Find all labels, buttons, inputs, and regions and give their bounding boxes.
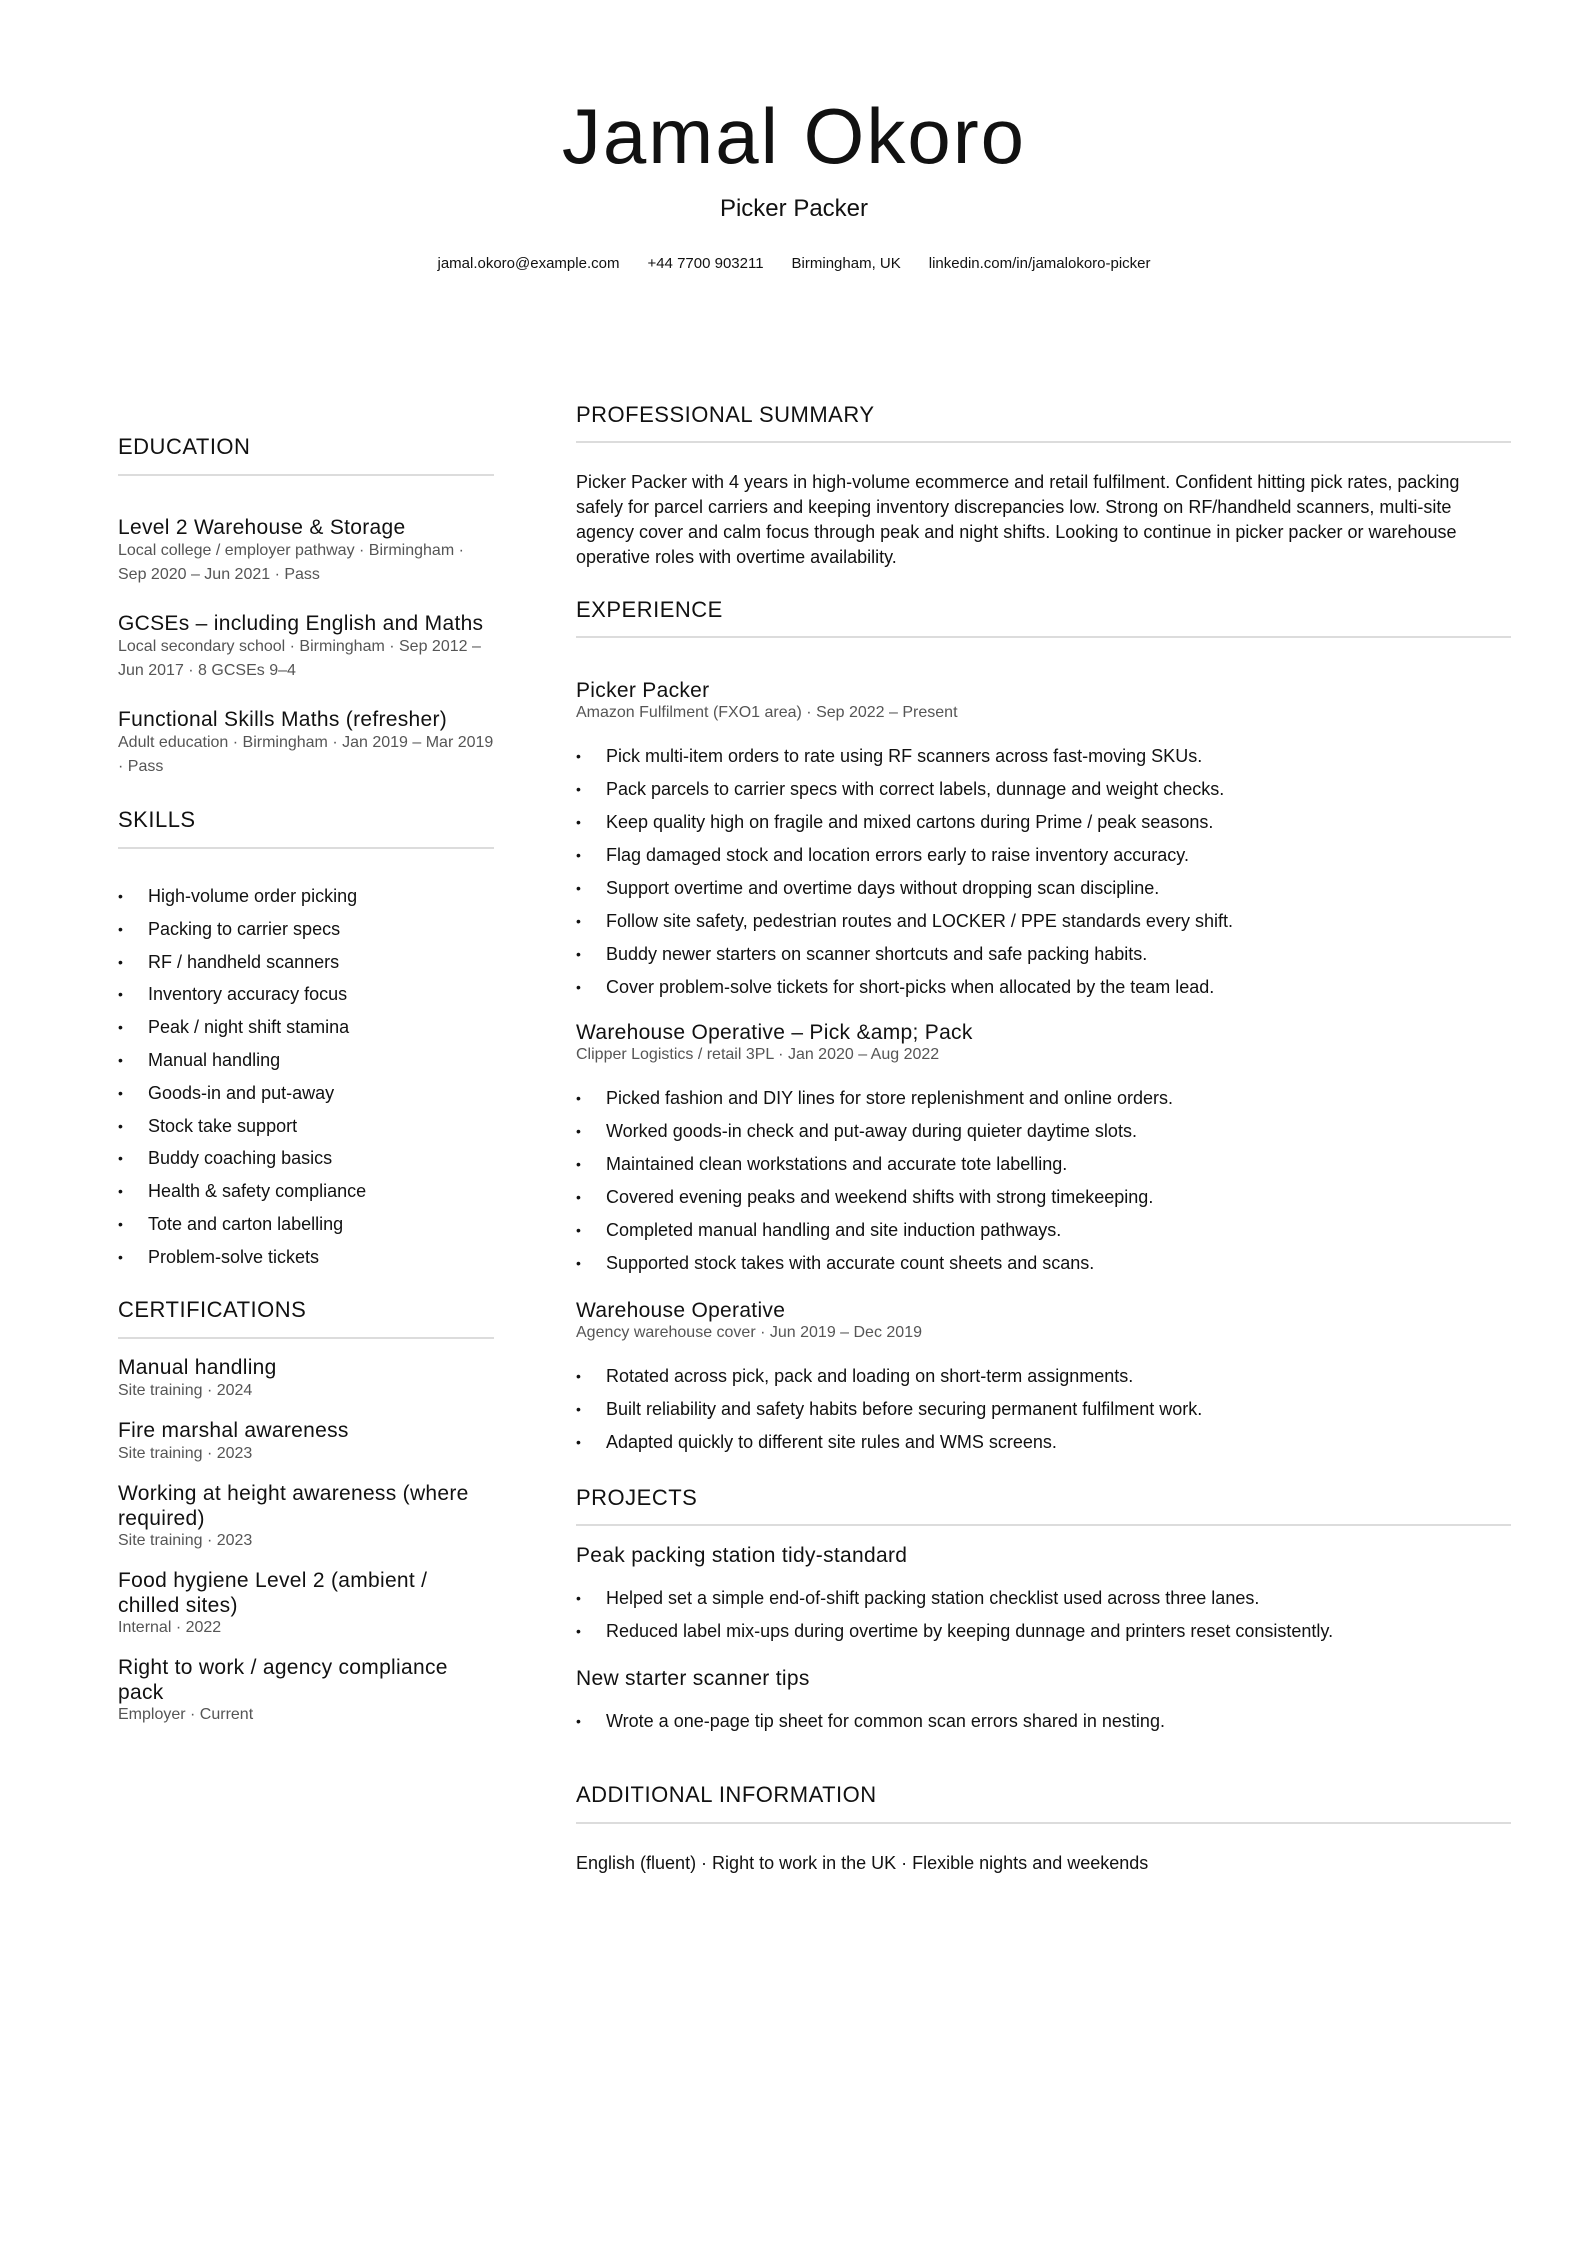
summary-divider — [576, 441, 1511, 443]
project-title: New starter scanner tips — [576, 1667, 810, 1690]
contact-phone[interactable]: +44 7700 903211 — [647, 255, 764, 272]
summary-heading: PROFESSIONAL SUMMARY — [576, 402, 875, 427]
list-item: • Flag damaged stock and location errors early to raise inventory accuracy. — [576, 839, 1233, 872]
education-divider — [118, 474, 494, 476]
list-item: • Pick multi-item orders to rate using RF scanners across fast-moving SKUs. — [576, 740, 1233, 773]
certification-meta: Employer · Current — [118, 1706, 254, 1723]
list-item: • Goods-in and put-away — [118, 1077, 366, 1110]
list-item: • Rotated across pick, pack and loading on short-term assignments. — [576, 1360, 1202, 1393]
list-item: • Keep quality high on fragile and mixed cartons during Prime / peak seasons. — [576, 806, 1233, 839]
certification-meta: Site training · 2023 — [118, 1445, 253, 1462]
list-item: • Worked goods-in check and put-away during quieter daytime slots. — [576, 1115, 1173, 1148]
contact-email[interactable]: jamal.okoro@example.com — [437, 255, 620, 272]
list-item: • Pack parcels to carrier specs with correct labels, dunnage and weight checks. — [576, 773, 1233, 806]
list-item: • Wrote a one-page tip sheet for common scan errors shared in nesting. — [576, 1705, 1165, 1738]
summary-text: Picker Packer with 4 years in high-volume ecommerce and retail fulfilment. Confident hitting pick rates, packing safely for parcel carriers and keeping inventory discrepancies low. Strong on RF/handheld scanners, multi-site agency cover and calm focus through peak and night shifts. Looking to continue in picker packer or warehouse operative roles with overtime availability. — [576, 472, 1460, 567]
education-meta: Adult education · Birmingham · Jan 2019 – Mar 2019 · Pass — [118, 734, 494, 775]
project-title: Peak packing station tidy-standard — [576, 1544, 908, 1567]
certification-meta: Internal · 2022 — [118, 1619, 222, 1636]
job-title: Picker Packer — [576, 679, 710, 702]
candidate-name: Jamal Okoro — [561, 92, 1027, 180]
certifications-divider — [118, 1337, 494, 1339]
contact-linkedin[interactable]: linkedin.com/in/jamalokoro-picker — [928, 255, 1151, 272]
list-item: • Covered evening peaks and weekend shifts with strong timekeeping. — [576, 1181, 1173, 1214]
certification-title: Manual handling — [118, 1356, 277, 1379]
job-bullets — [576, 1082, 1173, 1280]
additional-heading: ADDITIONAL INFORMATION — [576, 1782, 877, 1807]
certifications-heading: CERTIFICATIONS — [118, 1297, 307, 1322]
list-item: • Built reliability and safety habits before securing permanent fulfilment work. — [576, 1393, 1202, 1426]
list-item: • Reduced label mix-ups during overtime by keeping dunnage and printers reset consistently. — [576, 1615, 1333, 1648]
list-item: • RF / handheld scanners — [118, 946, 366, 979]
certification-meta: Site training · 2023 — [118, 1532, 253, 1549]
list-item: • Picked fashion and DIY lines for store replenishment and online orders. — [576, 1082, 1173, 1115]
list-item: • Manual handling — [118, 1044, 366, 1077]
job-title: Warehouse Operative — [576, 1299, 786, 1322]
project-bullets — [576, 1705, 1165, 1738]
experience-heading: EXPERIENCE — [576, 597, 723, 622]
skills-divider — [118, 847, 494, 849]
list-item: • Peak / night shift stamina — [118, 1011, 366, 1044]
list-item: • Cover problem-solve tickets for short-picks when allocated by the team lead. — [576, 971, 1233, 1004]
list-item: • Buddy coaching basics — [118, 1142, 366, 1175]
contact-location: Birmingham, UK — [791, 255, 901, 272]
list-item: • Helped set a simple end-of-shift packing station checklist used across three lanes. — [576, 1582, 1333, 1615]
projects-heading: PROJECTS — [576, 1485, 698, 1510]
education-heading: EDUCATION — [118, 434, 251, 459]
skills-list — [118, 880, 366, 1274]
job-bullets — [576, 1360, 1202, 1459]
list-item: • Buddy newer starters on scanner shortcuts and safe packing habits. — [576, 938, 1233, 971]
education-title: Level 2 Warehouse & Storage — [118, 516, 406, 539]
candidate-title: Picker Packer — [719, 195, 869, 222]
skills-heading: SKILLS — [118, 807, 196, 832]
projects-divider — [576, 1524, 1511, 1526]
certification-title: Right to work / agency compliance pack — [118, 1656, 448, 1704]
education-title: GCSEs – including English and Maths — [118, 612, 484, 635]
list-item: • Adapted quickly to different site rules and WMS screens. — [576, 1426, 1202, 1459]
certification-title: Fire marshal awareness — [118, 1419, 349, 1442]
list-item: • Support overtime and overtime days without dropping scan discipline. — [576, 872, 1233, 905]
list-item: • High-volume order picking — [118, 880, 366, 913]
job-title: Warehouse Operative – Pick &amp; Pack — [576, 1021, 973, 1044]
education-meta: Local secondary school · Birmingham · Sep 2012 – Jun 2017 · 8 GCSEs 9–4 — [118, 638, 481, 679]
list-item: • Inventory accuracy focus — [118, 978, 366, 1011]
education-meta: Local college / employer pathway · Birmingham · Sep 2020 – Jun 2021 · Pass — [118, 542, 464, 583]
project-bullets — [576, 1582, 1333, 1648]
additional-text: English (fluent) · Right to work in the UK · Flexible nights and weekends — [576, 1853, 1149, 1873]
experience-divider — [576, 636, 1511, 638]
list-item: • Stock take support — [118, 1110, 366, 1143]
list-item: • Supported stock takes with accurate count sheets and scans. — [576, 1247, 1173, 1280]
list-item: • Problem-solve tickets — [118, 1241, 366, 1274]
list-item: • Completed manual handling and site induction pathways. — [576, 1214, 1173, 1247]
certification-title: Food hygiene Level 2 (ambient / chilled sites) — [118, 1569, 428, 1617]
additional-divider — [576, 1822, 1511, 1824]
contact-line — [0, 254, 1588, 274]
list-item: • Maintained clean workstations and accurate tote labelling. — [576, 1148, 1173, 1181]
job-meta: Clipper Logistics / retail 3PL · Jan 2020 – Aug 2022 — [576, 1046, 940, 1063]
list-item: • Packing to carrier specs — [118, 913, 366, 946]
education-title: Functional Skills Maths (refresher) — [118, 708, 448, 731]
job-bullets — [576, 740, 1233, 1004]
list-item: • Health & safety compliance — [118, 1175, 366, 1208]
list-item: • Tote and carton labelling — [118, 1208, 366, 1241]
certification-meta: Site training · 2024 — [118, 1382, 253, 1399]
certification-title: Working at height awareness (where required) — [118, 1482, 469, 1530]
job-meta: Agency warehouse cover · Jun 2019 – Dec 2019 — [576, 1324, 922, 1341]
list-item: • Follow site safety, pedestrian routes and LOCKER / PPE standards every shift. — [576, 905, 1233, 938]
job-meta: Amazon Fulfilment (FXO1 area) · Sep 2022 – Present — [576, 704, 958, 721]
